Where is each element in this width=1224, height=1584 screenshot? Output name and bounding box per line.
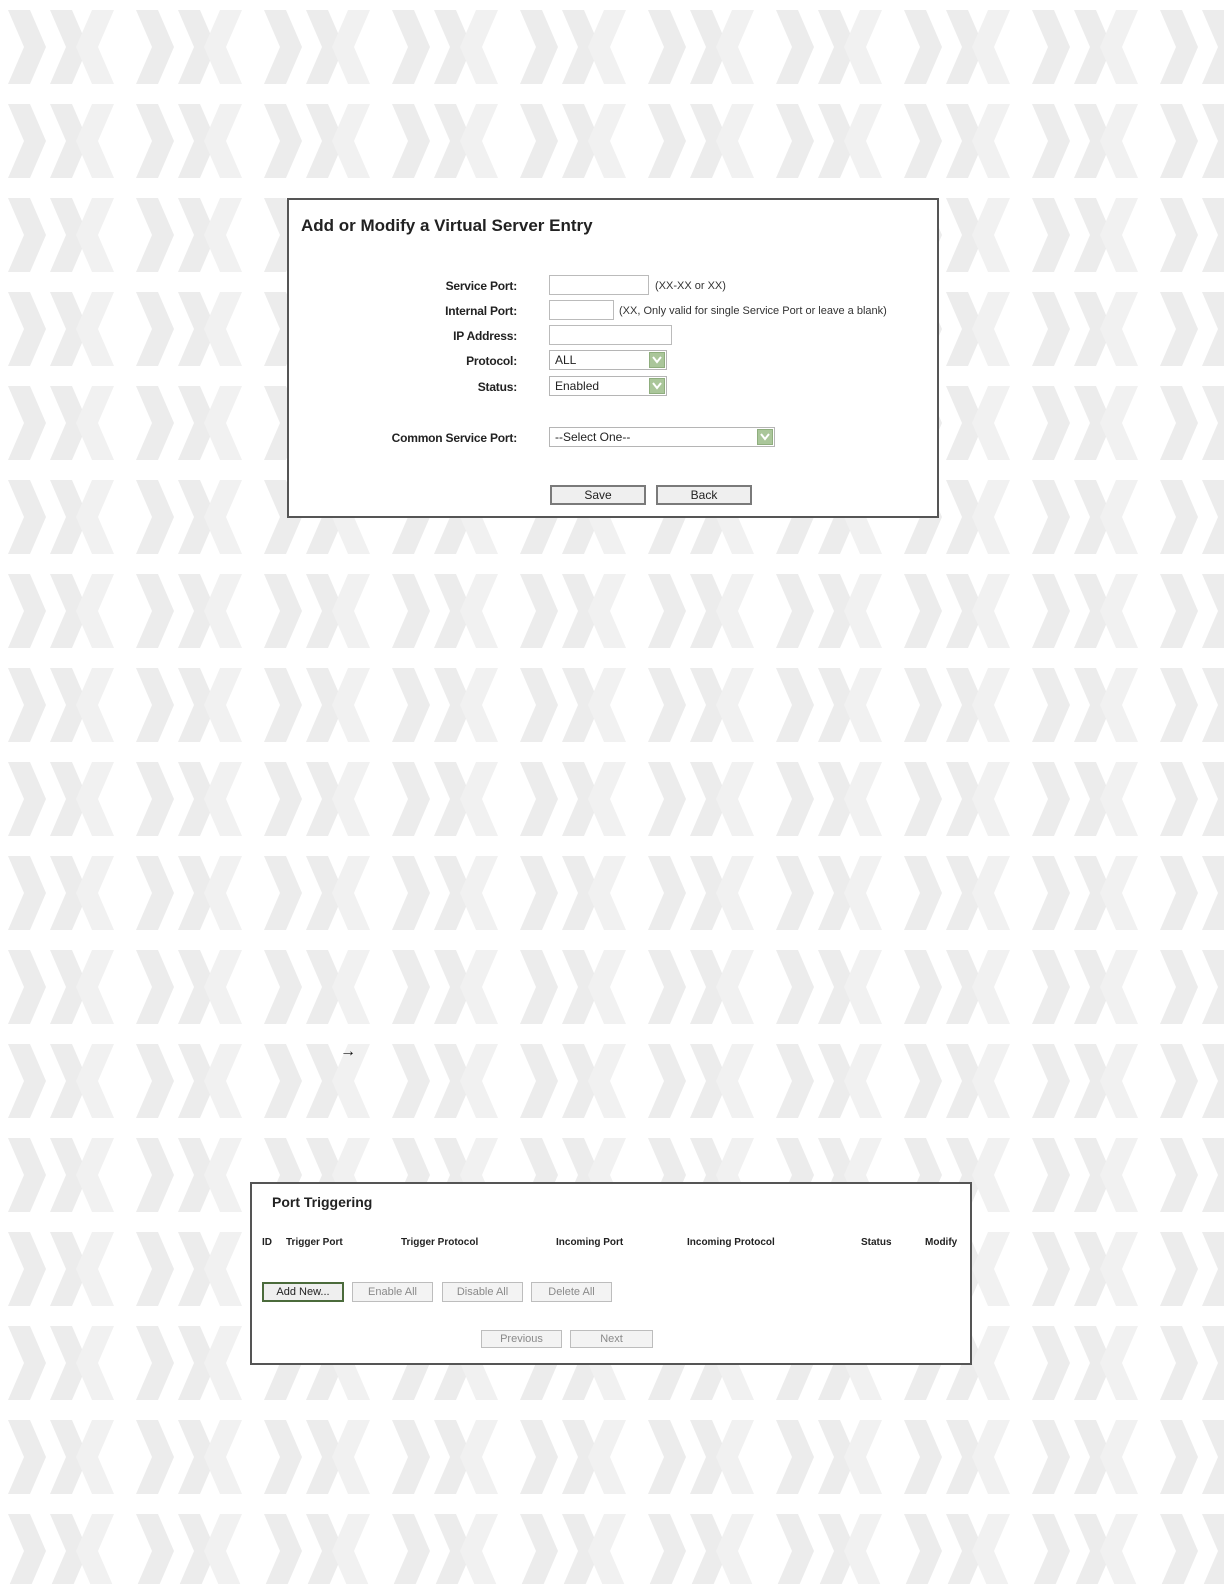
protocol-select[interactable]: [549, 350, 667, 370]
add-new-button[interactable]: Add New...: [262, 1282, 344, 1302]
status-value: Enabled: [555, 379, 600, 393]
column-header-trigger-protocol: Trigger Protocol: [401, 1237, 479, 1248]
internal-port-input[interactable]: [549, 300, 614, 320]
ip-address-label: IP Address:: [453, 329, 517, 343]
back-button[interactable]: Back: [656, 485, 752, 505]
chevron-down-icon: [649, 378, 665, 394]
disable-all-button[interactable]: Disable All: [442, 1282, 523, 1302]
column-header-id: ID: [262, 1237, 272, 1248]
protocol-value: ALL: [555, 353, 577, 367]
protocol-label: Protocol:: [466, 354, 517, 368]
common-service-port-label: Common Service Port:: [391, 431, 517, 445]
arrow-right-icon: →: [340, 1043, 356, 1060]
ip-address-input[interactable]: [549, 325, 672, 345]
status-select[interactable]: [549, 376, 667, 396]
common-service-port-value: --Select One--: [555, 430, 631, 444]
column-header-modify: Modify: [925, 1237, 958, 1248]
service-port-label: Service Port:: [445, 279, 517, 293]
column-header-incoming-port: Incoming Port: [556, 1237, 624, 1248]
chevron-down-icon: [757, 429, 773, 445]
virtual-server-panel: [287, 198, 939, 518]
port-triggering-panel: [250, 1182, 972, 1365]
status-label: Status:: [477, 380, 517, 394]
service-port-input[interactable]: [549, 275, 649, 295]
port-triggering-title: Port Triggering: [272, 1194, 373, 1210]
enable-all-button[interactable]: Enable All: [352, 1282, 433, 1302]
previous-button[interactable]: Previous: [481, 1330, 562, 1348]
internal-port-label: Internal Port:: [445, 304, 517, 318]
column-header-status: Status: [861, 1237, 892, 1248]
save-button[interactable]: Save: [550, 485, 646, 505]
next-button[interactable]: Next: [570, 1330, 653, 1348]
column-header-trigger-port: Trigger Port: [286, 1237, 343, 1248]
service-port-hint: (XX-XX or XX): [655, 280, 726, 292]
delete-all-button[interactable]: Delete All: [531, 1282, 612, 1302]
common-service-port-select[interactable]: [549, 427, 775, 447]
chevron-down-icon: [649, 352, 665, 368]
panel-title: Add or Modify a Virtual Server Entry: [301, 216, 593, 235]
internal-port-hint: (XX, Only valid for single Service Port or leave a blank): [619, 305, 887, 317]
column-header-incoming-protocol: Incoming Protocol: [687, 1237, 775, 1248]
